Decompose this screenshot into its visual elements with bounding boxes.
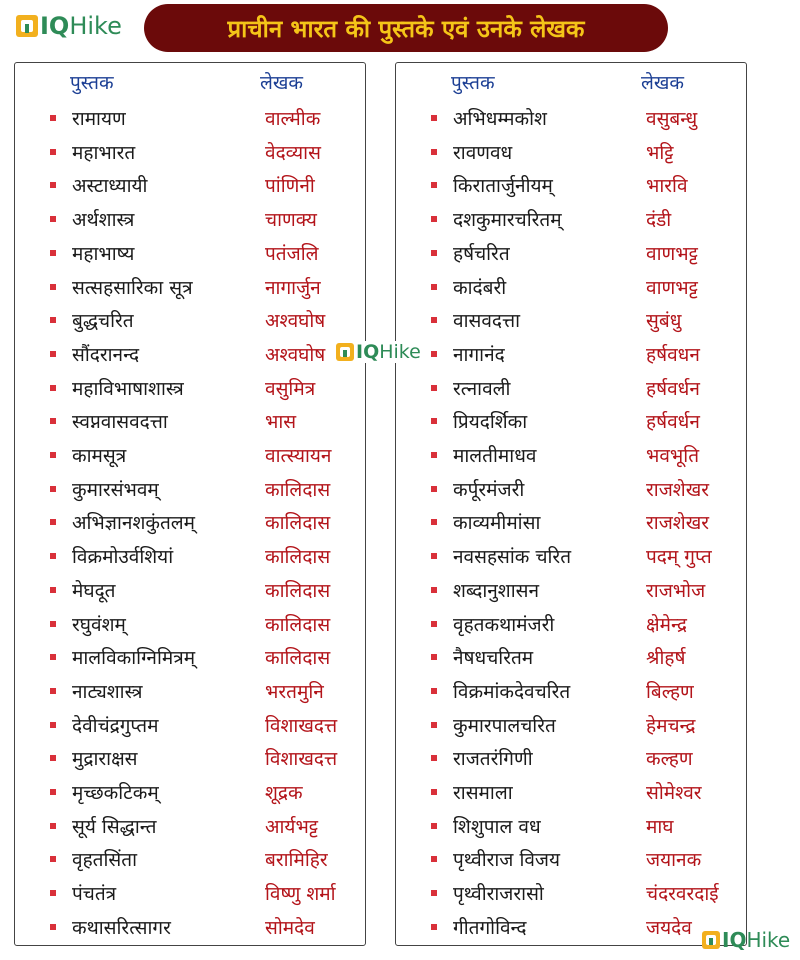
left-table-header [15,69,365,97]
book-name: कुमारपालचरित [453,714,556,737]
table-row [396,741,746,775]
book-name: मुद्राराक्षस [72,748,138,771]
bullet-icon [431,250,437,256]
header-book: पुस्तक [70,72,114,94]
book-name: वृहतसिंता [72,849,137,872]
book-name: सूर्य सिद्धान्त [72,815,157,838]
author-name: विशाखदत्त [265,714,338,737]
bullet-icon [431,149,437,155]
book-name: किरातार्जुनीयम् [453,175,553,198]
table-row [15,168,365,202]
author-name: विशाखदत्त [265,748,338,771]
author-name: विष्णु शर्मा [265,883,336,906]
table-row [15,674,365,708]
table-row [396,236,746,270]
author-name: भास [265,411,297,434]
author-name: कालिदास [265,579,331,602]
book-name: स्वप्नवासवदत्ता [72,411,168,434]
book-name: हर्षचरित [453,242,510,265]
book-name: शिशुपाल वध [453,815,541,838]
bullet-icon [431,486,437,492]
book-name: कर्पूरमंजरी [453,478,525,501]
bullet-icon [431,452,437,458]
author-name: राजशेखर [646,478,710,501]
bullet-icon [431,621,437,627]
book-name: अर्थशास्त्र [72,209,135,232]
table-row [15,404,365,438]
book-name: अस्टाध्यायी [72,175,148,198]
author-name: माघ [646,815,674,838]
bullet-icon [50,553,56,559]
bullet-icon [50,351,56,357]
author-name: हर्षवधन [646,343,700,366]
bullet-icon [50,149,56,155]
book-name: नाट्यशास्त्र [72,680,143,703]
author-name: पांणिनी [265,175,315,198]
table-row [396,101,746,135]
author-name: वाणभट्ट [646,276,698,299]
book-name: रावणवध [453,141,513,164]
bullet-icon [431,789,437,795]
table-row [396,270,746,304]
brand-iq: IQ [722,928,747,952]
author-name: पतंजलि [265,242,319,265]
bullet-icon [50,890,56,896]
author-name: क्षेमेन्द्र [646,613,687,636]
bullet-icon [431,587,437,593]
table-row [396,708,746,742]
brand-hike: Hike [746,928,791,952]
author-name: शूद्रक [265,782,303,804]
table-row [15,303,365,337]
author-name: वसुमित्र [265,377,316,400]
table-row [15,539,365,573]
author-name: वात्स्यायन [265,445,332,467]
table-row [396,640,746,674]
bullet-icon [50,486,56,492]
book-name: अभिज्ञानशकुंतलम् [72,512,196,535]
bullet-icon [50,115,56,121]
table-row [15,708,365,742]
book-name: मेघदूत [72,579,116,602]
bullet-icon [431,385,437,391]
table-row [396,168,746,202]
bullet-icon [50,519,56,525]
author-name: सोमदेव [265,916,315,939]
bullet-icon [50,182,56,188]
table-row [15,101,365,135]
table-row [15,371,365,405]
bullet-icon [50,688,56,694]
bullet-icon [431,924,437,930]
author-name: वसुबन्धु [646,108,698,130]
book-name: रत्नावली [453,377,511,400]
table-row [396,135,746,169]
author-name: राजभोज [646,579,706,602]
author-name: श्रीहर्ष [646,647,686,670]
bullet-icon [431,654,437,660]
author-name: बिल्हण [646,680,694,703]
author-name: भारवि [646,175,688,198]
author-name: नागार्जुन [265,276,321,299]
table-row [396,337,746,371]
book-name: मालविकाग्निमित्रम् [72,647,196,670]
author-name: कालिदास [265,512,331,535]
bullet-icon [431,351,437,357]
bullet-icon [431,216,437,222]
table-row [15,236,365,270]
table-row [15,607,365,641]
header-author: लेखक [260,72,304,94]
book-name: अभिधम्मकोश [453,108,547,130]
bullet-icon [50,654,56,660]
table-row [15,135,365,169]
book-name: कामसूत्र [72,445,127,467]
title-banner [144,4,668,52]
bullet-icon [50,621,56,627]
brand-logo [16,12,122,40]
bullet-icon [50,856,56,862]
author-name: दंडी [646,209,672,232]
author-name: वाणभट्ट [646,242,698,265]
bullet-icon [431,182,437,188]
author-name: भरतमुनि [265,680,324,703]
page-title: प्राचीन भारत की पुस्तके एवं उनके लेखक [227,14,585,43]
book-name: विक्रमोउर्वशियां [72,546,174,569]
table-row [396,607,746,641]
bullet-icon [50,216,56,222]
bullet-icon [50,789,56,795]
table-row [396,371,746,405]
bullet-icon [431,755,437,761]
table-row [396,404,746,438]
book-name: महाभाष्य [72,242,135,265]
table-row [396,573,746,607]
house-logo-icon [702,931,720,949]
bullet-icon [50,250,56,256]
bullet-icon [431,115,437,121]
table-row [396,202,746,236]
book-name: शब्दानुशासन [453,579,540,602]
brand-hike: Hike [379,341,421,363]
author-name: राजशेखर [646,512,710,535]
bullet-icon [431,856,437,862]
house-logo-icon [16,15,38,37]
book-name: पृथ्वीराजरासो [453,883,544,906]
book-name: मृच्छकटिकम् [72,782,159,804]
author-name: अश्वघोष [265,343,326,366]
author-name: कालिदास [265,478,331,501]
author-name: सोमेश्वर [646,782,702,804]
table-row [396,472,746,506]
book-name: नैषधचरितम [453,647,534,670]
book-name: दशकुमारचरितम् [453,209,562,232]
book-name: कथासरित्सागर [72,916,171,939]
table-row [15,842,365,876]
book-name: रासमाला [453,782,513,804]
book-name: राजतरंगिणी [453,748,533,771]
author-name: बरामिहिर [265,849,328,872]
table-row [15,573,365,607]
bullet-icon [50,385,56,391]
author-name: कल्हण [646,748,693,771]
header-author: लेखक [641,72,685,94]
book-name: मालतीमाधव [453,445,537,467]
author-name: अश्वघोष [265,310,326,333]
bullet-icon [50,924,56,930]
book-name: कुमारसंभवम् [72,478,159,501]
footer-logo [702,928,790,952]
house-logo-icon [336,343,354,361]
author-name: जयदेव [646,916,692,939]
author-name: आर्यभट्ट [265,815,319,838]
bullet-icon [431,823,437,829]
right-table [395,62,747,946]
bullet-icon [431,519,437,525]
bullet-icon [50,755,56,761]
table-row [396,809,746,843]
table-row [396,842,746,876]
author-name: हर्षवर्धन [646,377,700,400]
table-row [15,809,365,843]
bullet-icon [50,317,56,323]
bullet-icon [50,722,56,728]
header-book: पुस्तक [451,72,495,94]
table-row [15,876,365,910]
book-name: पृथ्वीराज विजय [453,849,561,872]
table-row [396,505,746,539]
bullet-icon [431,688,437,694]
table-row [396,876,746,910]
table-row [15,270,365,304]
table-row [15,640,365,674]
book-name: कादंबरी [453,276,507,299]
watermark-logo [334,341,423,363]
book-name: पंचतंत्र [72,883,117,906]
left-table [14,62,366,946]
book-name: रघुवंशम् [72,613,126,636]
book-name: नागानंद [453,343,505,366]
table-row [15,337,365,371]
author-name: भवभूति [646,445,700,467]
book-name: बुद्धचरित [72,310,134,333]
book-name: वासवदत्ता [453,310,521,333]
author-name: वाल्मीक [265,108,321,130]
book-name: काव्यमीमांसा [453,512,541,535]
book-name: देवीचंद्रगुप्तम [72,714,159,737]
author-name: भट्टि [646,141,674,164]
brand-iq: IQ [40,12,70,40]
bullet-icon [50,587,56,593]
table-row [396,303,746,337]
author-name: चंदरवरदाई [646,883,719,906]
table-row [396,775,746,809]
author-name: सुबंधु [646,310,682,333]
right-table-header [396,69,746,97]
bullet-icon [50,418,56,424]
table-row [396,539,746,573]
bullet-icon [431,284,437,290]
author-name: चाणक्य [265,209,317,232]
table-row [15,910,365,944]
table-row [396,438,746,472]
table-row [396,910,746,944]
author-name: पदम् गुप्त [646,546,712,569]
book-name: सत्सहसारिका सूत्र [72,276,193,299]
bullet-icon [431,722,437,728]
bullet-icon [50,284,56,290]
book-name: महाविभाषाशास्त्र [72,377,184,400]
bullet-icon [50,452,56,458]
bullet-icon [431,418,437,424]
bullet-icon [50,823,56,829]
author-name: हेमचन्द्र [646,714,696,737]
bullet-icon [431,317,437,323]
author-name: जयानक [646,849,702,872]
table-row [15,775,365,809]
table-row [396,674,746,708]
author-name: कालिदास [265,647,331,670]
brand-hike: Hike [69,12,122,40]
table-row [15,741,365,775]
book-name: प्रियदर्शिका [453,411,528,434]
book-name: रामायण [72,108,126,130]
book-name: गीतगोविन्द [453,916,527,939]
bullet-icon [431,553,437,559]
author-name: कालिदास [265,613,331,636]
book-name: वृहतकथामंजरी [453,613,555,636]
book-name: सौंदरानन्द [72,343,140,366]
table-row [15,438,365,472]
book-name: महाभारत [72,141,136,164]
bullet-icon [431,890,437,896]
table-row [15,202,365,236]
book-name: विक्रमांकदेवचरित [453,680,571,703]
table-row [15,472,365,506]
brand-iq: IQ [356,341,380,363]
book-name: नवसहसांक चरित [453,546,572,569]
author-name: वेदव्यास [265,141,321,164]
author-name: हर्षवर्धन [646,411,700,434]
author-name: कालिदास [265,546,331,569]
table-row [15,505,365,539]
